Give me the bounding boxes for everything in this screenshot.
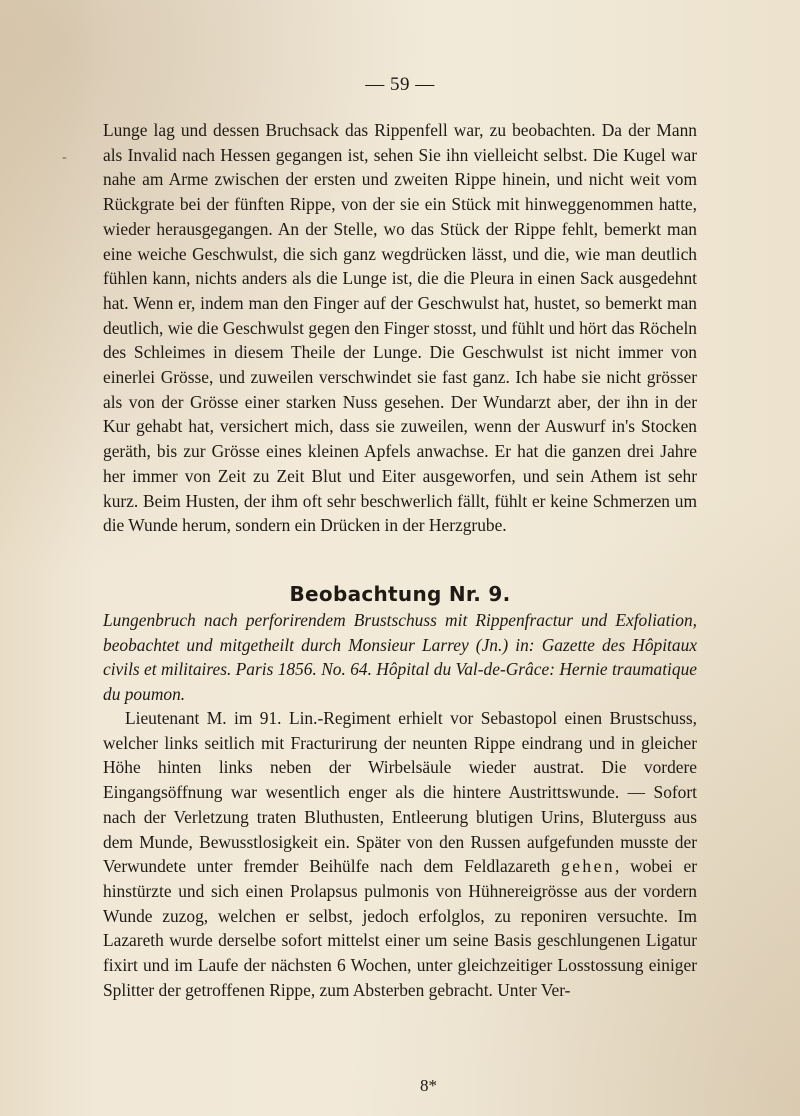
margin-mark: - [62, 150, 67, 165]
case-paragraph-part-a: Lieutenant M. im 91. Lin.-Regiment erhielt vor Sebastopol einen Brustschuss, welcher links seitlich mit Fracturirung der neunten Rippe eindrang und in gleicher Höhe hinten links neben der Wirbelsäule wieder austrat. Die vordere Eingangsöffnung war wesentlich enger als die hintere Austrittswunde. — Sofort nach der Verletzung traten Bluthusten, Entleerung blutigen Urins, Bluterguss aus dem Munde, Bewusstlosigkeit ein. Später von den Russen aufgefunden musste der Verwundete unter fremder Beihülfe nach dem Feldlazareth [103, 708, 697, 877]
paragraph-continuation: Lunge lag und dessen Bruchsack das Rippenfell war, zu beobachten. Da der Mann als Invalid nach Hessen gegangen ist, sehen Sie ihn vielleicht selbst. Die Kugel war nahe am Arme zwischen der ersten und zweiten Rippe hinein, und nicht weit vom Rückgrate bei der fünften Rippe, von der sie ein Stück mit hinweggenommen hatte, wieder herausgegangen. An der Stelle, wo das Stück der Rippe fehlt, bemerkt man eine weiche Geschwulst, die sich ganz wegdrücken lässt, und die, wie man deutlich fühlen kann, nichts anders als die Lunge ist, die die Pleura in einen Sack ausgedehnt hat. Wenn er, indem man den Finger auf der Geschwulst hat, hustet, so bemerkt man deutlich, wie die Geschwulst gegen den Finger stosst, und fühlt und hört das Röcheln des Schleimes in diesem Theile der Lunge. Die Geschwulst ist nicht immer von einerlei Grösse, und zuweilen verschwindet sie fast ganz. Ich habe sie nicht grösser als von der Grösse einer starken Nuss gesehen. Der Wundarzt aber, der ihn in der Kur gehabt hat, versichert mich, dass sie zuweilen, wenn der Auswurf in's Stocken geräth, bis zur Grösse eines kleinen Apfels anwachse. Er hat die ganzen drei Jahre her immer von Zeit zu Zeit Blut und Eiter ausgeworfen, und sein Athem ist sehr kurz. Beim Husten, der ihm oft sehr beschwerlich fällt, fühlt er keine Schmerzen um die Wunde herum, sondern ein Drücken in der Herzgrube. [103, 120, 697, 536]
page-number: — 59 — [365, 74, 435, 95]
signature-mark: 8* [420, 1076, 437, 1095]
observation-heading: Beobachtung Nr. 9. [289, 582, 511, 606]
observation-subtitle: Lungenbruch nach perforirendem Brustschuss mit Rippenfractur und Exfoliation, beobachtet und mitgetheilt durch Monsieur Larrey (Jn.) in: Gazette des Hôpitaux civils et militaires. Paris 1856. No. 64. Hôpital du Val-de-Grâce: Hernie traumatique du poumon. [103, 610, 697, 705]
case-paragraph-part-b: , wobei er hinstürzte und sich einen Prolapsus pulmonis von Hühnereigrösse aus der vordern Wunde zuzog, welchen er selbst, jedoch erfolglos, zu reponiren versuchte. Im Lazareth wurde derselbe sofort mittelst einer um seine Basis geschlungenen Ligatur fixirt und im Laufe der nächsten 6 Wochen, unter gleichzeitiger Losstossung einiger Splitter der getroffenen Rippe, zum Absterben gebracht. Unter Ver- [103, 856, 697, 1000]
case-paragraph [103, 706, 697, 1002]
spaced-word: gehen [561, 856, 616, 877]
